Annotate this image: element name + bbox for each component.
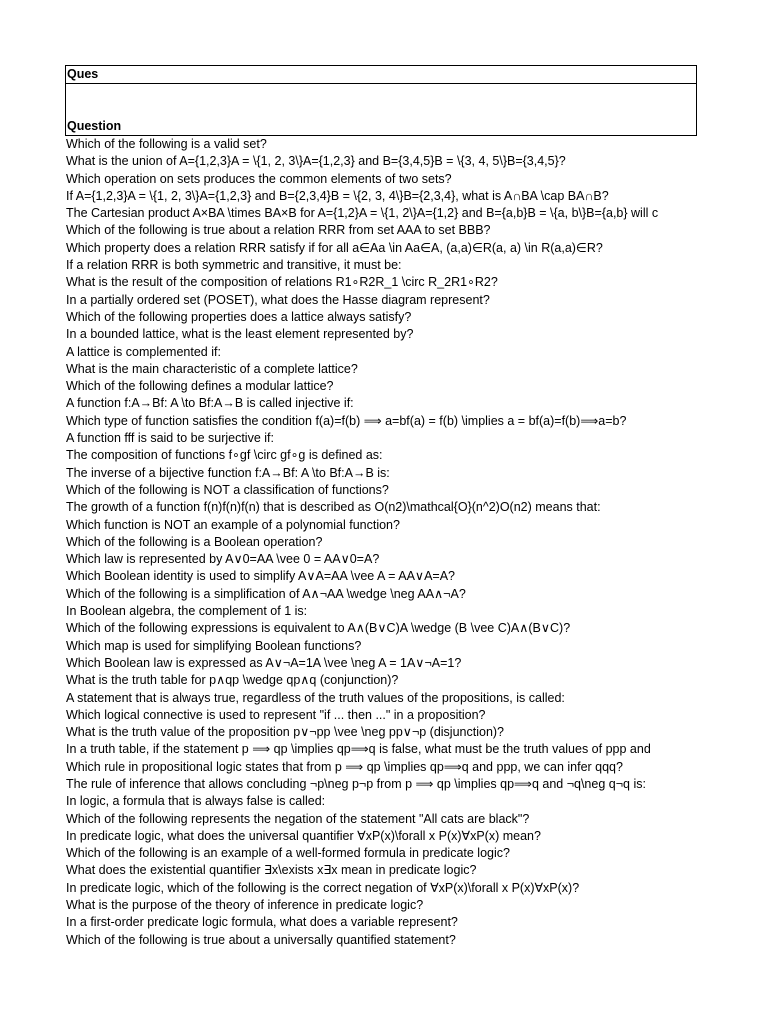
question-row: The growth of a function f(n)f(n)f(n) that is described as O(n2)\mathcal{O}(n^2)O(n2) means that: [66,500,601,515]
question-row: A statement that is always true, regardless of the truth values of the propositions, is called: [66,690,565,705]
question-row: Which of the following expressions is equivalent to A∧(B∨C)A \wedge (B \vee C)A∧(B∨C)? [66,621,571,636]
question-row: What is the result of the composition of relations R1∘R2R_1 \circ R_2R1∘R2? [66,275,498,290]
question-row: Which of the following is a Boolean operation? [66,534,323,549]
question-row: In a bounded lattice, what is the least element represented by? [66,327,414,342]
question-row: If a relation RRR is both symmetric and transitive, it must be: [66,258,402,273]
question-row: What is the truth value of the proposition p∨¬pp \vee \neg pp∨¬p (disjunction)? [66,725,505,740]
header-question-cell [66,84,696,135]
question-row: Which type of function satisfies the condition f(a)=f(b) ⟹ a=bf(a) = f(b) \implies a = bf(a)=f(b)⟹a=b? [66,413,627,428]
question-row: Which function is NOT an example of a polynomial function? [66,517,400,532]
question-row: Which Boolean law is expressed as A∨¬A=1A \vee \neg A = 1A∨¬A=1? [66,655,462,670]
question-row: Which logical connective is used to represent "if ... then ..." in a proposition? [66,707,486,722]
question-row: What does the existential quantifier ∃x\exists x∃x mean in predicate logic? [66,863,477,878]
question-row: What is the main characteristic of a complete lattice? [66,361,358,376]
question-row: In predicate logic, what does the universal quantifier ∀xP(x)\forall x P(x)∀xP(x) mean? [66,828,541,843]
question-row: Which rule in propositional logic states that from p ⟹ qp \implies qp⟹q and ppp, we can infer qqq? [66,759,623,774]
question-row: The inverse of a bijective function f:A→Bf: A \to Bf:A→B is: [66,465,390,480]
question-row: The rule of inference that allows concluding ¬p\neg p¬p from p ⟹ qp \implies qp⟹q and ¬q\neg q¬q is: [66,776,646,791]
question-row: In predicate logic, which of the following is the correct negation of ∀xP(x)\forall x P(x)∀xP(x)? [66,880,580,895]
question-row: In a first-order predicate logic formula, what does a variable represent? [66,915,458,930]
question-row: In Boolean algebra, the complement of 1 is: [66,604,308,619]
question-row: Which map is used for simplifying Boolean functions? [66,638,362,653]
question-row: What is the truth table for p∧qp \wedge qp∧q (conjunction)? [66,673,399,688]
question-row: A function f:A→Bf: A \to Bf:A→B is called injective if: [66,396,354,411]
question-row: Which property does a relation RRR satisfy if for all a∈Aa \in Aa∈A, (a,a)∈R(a, a) \in R(a,a)∈R? [66,240,603,255]
question-row: Which of the following properties does a lattice always satisfy? [66,309,412,324]
question-row: Which of the following is an example of a well-formed formula in predicate logic? [66,846,510,861]
question-row: In logic, a formula that is always false is called: [66,794,326,809]
question-row: In a partially ordered set (POSET), what does the Hasse diagram represent? [66,292,490,307]
question-row: Which of the following is a valid set? [66,137,267,151]
column-header-question: Question [67,119,122,133]
question-row: A function fff is said to be surjective if: [66,431,274,446]
question-row: Which Boolean identity is used to simplify A∨A=AA \vee A = AA∨A=A? [66,569,456,584]
question-row: Which of the following is true about a universally quantified statement? [66,932,456,947]
question-row: The Cartesian product A×BA \times BA×B for A={1,2}A = \{1, 2\}A={1,2} and B={a,b}B = \{a, b\}B={a,b} will c [66,206,659,221]
question-row: Which of the following defines a modular lattice? [66,379,334,394]
question-sheet [65,65,697,949]
question-row: What is the purpose of the theory of inference in predicate logic? [66,898,424,913]
question-row: The composition of functions f∘gf \circ gf∘g is defined as: [66,448,383,463]
question-row: Which operation on sets produces the common elements of two sets? [66,171,452,186]
question-row: If A={1,2,3}A = \{1, 2, 3\}A={1,2,3} and B={2,3,4}B = \{2, 3, 4\}B={2,3,4}, what is A∩BA \cap BA∩B? [66,188,609,203]
header-box [65,65,697,136]
header-ques-cell: Ques [66,66,696,84]
question-row: In a truth table, if the statement p ⟹ qp \implies qp⟹q is false, what must be the truth values of ppp and [66,742,651,757]
question-row: Which of the following is true about a relation RRR from set AAA to set BBB? [66,223,491,238]
question-row: What is the union of A={1,2,3}A = \{1, 2, 3\}A={1,2,3} and B={3,4,5}B = \{3, 4, 5\}B={3,4,5}? [66,154,566,169]
question-list [65,136,697,949]
question-row: Which of the following is NOT a classification of functions? [66,482,389,497]
question-row: Which law is represented by A∨0=AA \vee 0 = AA∨0=A? [66,552,380,567]
question-row: A lattice is complemented if: [66,344,221,359]
question-row: Which of the following represents the negation of the statement "All cats are black"? [66,811,530,826]
question-row: Which of the following is a simplification of A∧¬AA \wedge \neg AA∧¬A? [66,586,466,601]
